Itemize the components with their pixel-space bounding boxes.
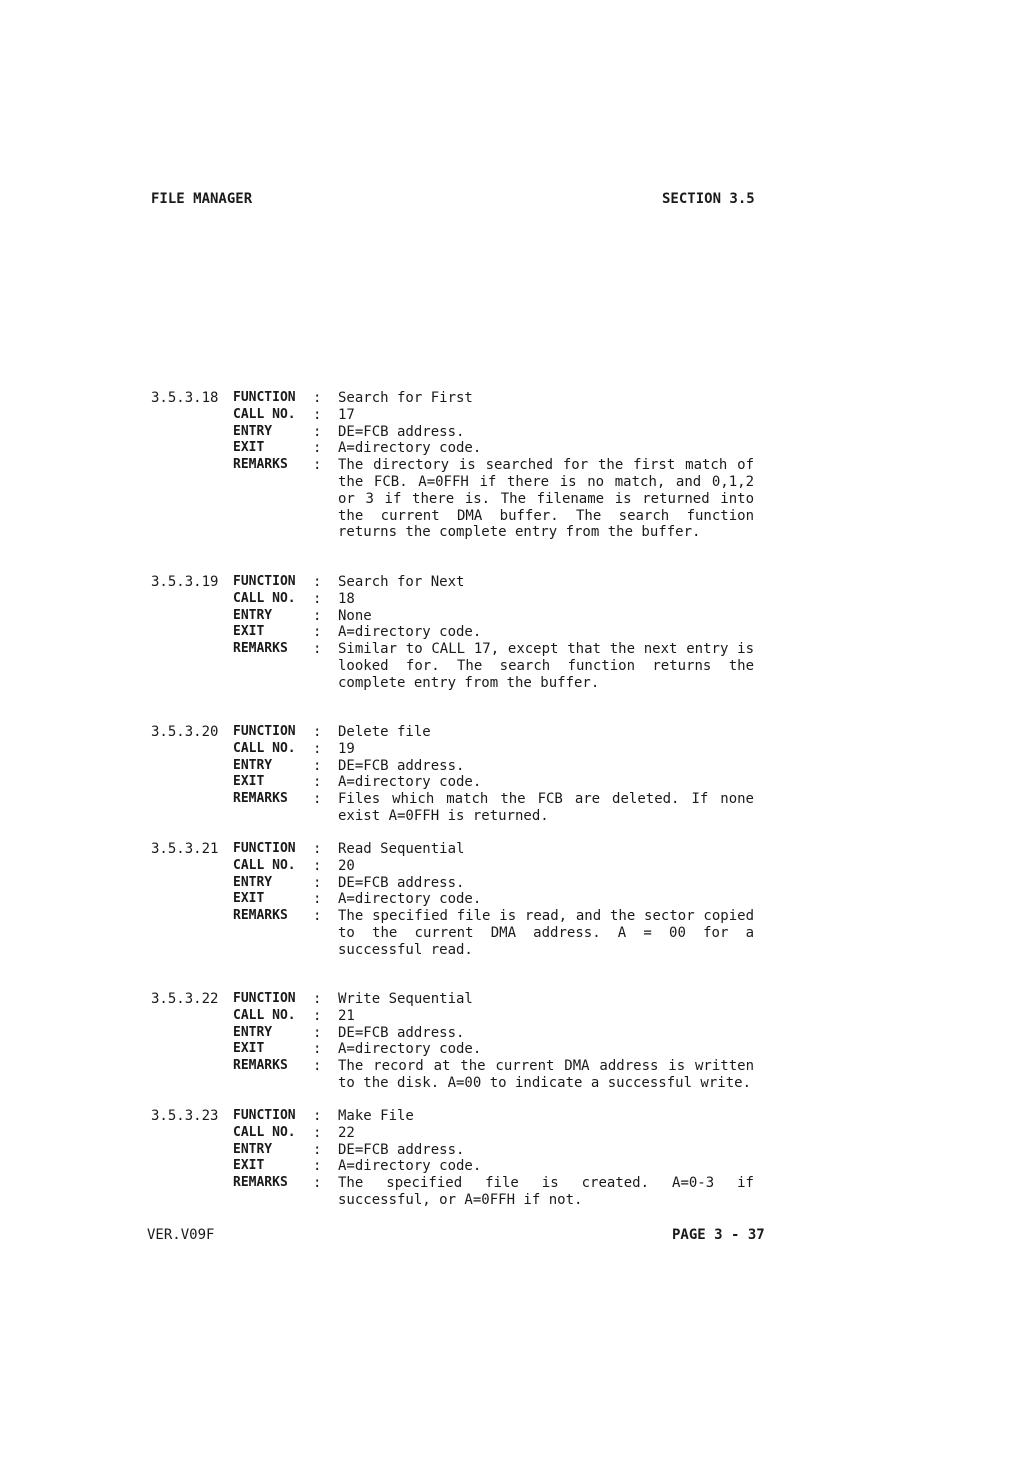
call-no-value: 21 bbox=[338, 1007, 355, 1024]
remarks-text: Similar to CALL 17, except that the next entry is looked for. The search function returns the complete entry from the buffer. bbox=[338, 641, 754, 691]
exit-row bbox=[0, 1158, 1032, 1175]
entry-value: DE=FCB address. bbox=[338, 874, 465, 891]
call-no-row bbox=[0, 591, 1032, 608]
function-row bbox=[0, 1108, 1032, 1125]
exit-label: EXIT bbox=[233, 440, 265, 456]
function-entry bbox=[0, 1108, 1032, 1209]
entry-number: 3.5.3.18 bbox=[151, 390, 219, 406]
function-entry bbox=[0, 991, 1032, 1092]
colon: : bbox=[313, 991, 322, 1007]
call-no-value: 17 bbox=[338, 406, 355, 423]
function-value: Read Sequential bbox=[338, 841, 465, 857]
entry-row bbox=[0, 424, 1032, 441]
entry-number: 3.5.3.22 bbox=[151, 991, 219, 1007]
function-label: FUNCTION bbox=[233, 574, 296, 589]
colon: : bbox=[313, 574, 322, 590]
function-label: FUNCTION bbox=[233, 724, 296, 739]
exit-label: EXIT bbox=[233, 891, 265, 907]
remarks-text: The specified file is created. A=0-3 if successful, or A=0FFH if not. bbox=[338, 1175, 754, 1208]
call-no-label: CALL NO. bbox=[233, 590, 296, 606]
function-entry bbox=[0, 841, 1032, 959]
colon: : bbox=[313, 1041, 322, 1058]
call-no-label: CALL NO. bbox=[233, 857, 296, 873]
call-no-row bbox=[0, 1008, 1032, 1025]
entry-value: DE=FCB address. bbox=[338, 1141, 465, 1158]
call-no-row bbox=[0, 407, 1032, 424]
colon: : bbox=[313, 757, 322, 774]
entry-row bbox=[0, 1025, 1032, 1042]
entry-value: None bbox=[338, 607, 372, 624]
exit-row bbox=[0, 1041, 1032, 1058]
call-no-row bbox=[0, 858, 1032, 875]
entry-number: 3.5.3.23 bbox=[151, 1108, 219, 1124]
call-no-label: CALL NO. bbox=[233, 1007, 296, 1023]
entry-value: DE=FCB address. bbox=[338, 1024, 465, 1041]
function-row bbox=[0, 841, 1032, 858]
remarks-text: The record at the current DMA address is written to the disk. A=00 to indicate a successful write. bbox=[338, 1058, 754, 1091]
call-no-row bbox=[0, 1125, 1032, 1142]
function-label: FUNCTION bbox=[233, 1108, 296, 1123]
function-row bbox=[0, 724, 1032, 741]
remarks-row bbox=[0, 641, 1032, 691]
entry-label: ENTRY bbox=[233, 757, 273, 773]
call-no-label: CALL NO. bbox=[233, 406, 296, 422]
page-header-title: FILE MANAGER bbox=[151, 191, 253, 207]
colon: : bbox=[313, 1175, 322, 1192]
function-value: Write Sequential bbox=[338, 991, 473, 1007]
remarks-row bbox=[0, 1058, 1032, 1092]
entry-number: 3.5.3.19 bbox=[151, 574, 219, 590]
remarks-row bbox=[0, 1175, 1032, 1209]
entry-label: ENTRY bbox=[233, 1141, 273, 1157]
colon: : bbox=[313, 1058, 322, 1075]
colon: : bbox=[313, 1007, 322, 1024]
page-footer-version: VER.V09F bbox=[147, 1227, 215, 1243]
exit-row bbox=[0, 891, 1032, 908]
exit-value: A=directory code. bbox=[338, 774, 482, 791]
remarks-label: REMARKS bbox=[233, 457, 288, 473]
colon: : bbox=[313, 724, 322, 740]
entry-label: ENTRY bbox=[233, 607, 273, 623]
function-value: Delete file bbox=[338, 724, 431, 740]
call-no-label: CALL NO. bbox=[233, 1124, 296, 1140]
entry-value: DE=FCB address. bbox=[338, 757, 465, 774]
colon: : bbox=[313, 607, 322, 624]
call-no-row bbox=[0, 741, 1032, 758]
call-no-value: 18 bbox=[338, 590, 355, 607]
colon: : bbox=[313, 891, 322, 908]
function-row bbox=[0, 574, 1032, 591]
exit-row bbox=[0, 624, 1032, 641]
remarks-label: REMARKS bbox=[233, 641, 288, 657]
colon: : bbox=[313, 774, 322, 791]
exit-value: A=directory code. bbox=[338, 624, 482, 641]
colon: : bbox=[313, 1024, 322, 1041]
function-value: Make File bbox=[338, 1108, 414, 1124]
remarks-text: The specified file is read, and the sector copied to the current DMA address. A = 00 for a successful read. bbox=[338, 908, 754, 958]
entry-number: 3.5.3.20 bbox=[151, 724, 219, 740]
entry-label: ENTRY bbox=[233, 1024, 273, 1040]
colon: : bbox=[313, 423, 322, 440]
function-value: Search for Next bbox=[338, 574, 465, 590]
entry-row bbox=[0, 875, 1032, 892]
remarks-label: REMARKS bbox=[233, 908, 288, 924]
call-no-label: CALL NO. bbox=[233, 740, 296, 756]
colon: : bbox=[313, 791, 322, 808]
function-value: Search for First bbox=[338, 390, 473, 406]
remarks-text: The directory is searched for the first match of the FCB. A=0FFH if there is no match, and 0,1,2 or 3 if there is. The filename is returned into the current DMA buffer. The search function returns the complete entry from the buffer. bbox=[338, 457, 754, 541]
call-no-value: 20 bbox=[338, 857, 355, 874]
entry-number: 3.5.3.21 bbox=[151, 841, 219, 857]
exit-label: EXIT bbox=[233, 774, 265, 790]
function-row bbox=[0, 390, 1032, 407]
function-entry bbox=[0, 724, 1032, 825]
function-label: FUNCTION bbox=[233, 991, 296, 1006]
exit-value: A=directory code. bbox=[338, 440, 482, 457]
colon: : bbox=[313, 908, 322, 925]
call-no-value: 22 bbox=[338, 1124, 355, 1141]
remarks-text: Files which match the FCB are deleted. If none exist A=0FFH is returned. bbox=[338, 791, 754, 824]
exit-label: EXIT bbox=[233, 1041, 265, 1057]
function-row bbox=[0, 991, 1032, 1008]
colon: : bbox=[313, 874, 322, 891]
remarks-label: REMARKS bbox=[233, 791, 288, 807]
entry-label: ENTRY bbox=[233, 874, 273, 890]
page-header-section: SECTION 3.5 bbox=[662, 191, 755, 207]
colon: : bbox=[313, 1141, 322, 1158]
entry-label: ENTRY bbox=[233, 423, 273, 439]
function-entry bbox=[0, 390, 1032, 541]
exit-row bbox=[0, 774, 1032, 791]
colon: : bbox=[313, 590, 322, 607]
exit-value: A=directory code. bbox=[338, 1041, 482, 1058]
colon: : bbox=[313, 1158, 322, 1175]
call-no-value: 19 bbox=[338, 740, 355, 757]
colon: : bbox=[313, 1124, 322, 1141]
function-label: FUNCTION bbox=[233, 390, 296, 405]
colon: : bbox=[313, 841, 322, 857]
function-label: FUNCTION bbox=[233, 841, 296, 856]
exit-value: A=directory code. bbox=[338, 1158, 482, 1175]
colon: : bbox=[313, 857, 322, 874]
entry-value: DE=FCB address. bbox=[338, 423, 465, 440]
function-entry bbox=[0, 574, 1032, 692]
remarks-row bbox=[0, 457, 1032, 541]
entry-row bbox=[0, 1142, 1032, 1159]
colon: : bbox=[313, 406, 322, 423]
exit-label: EXIT bbox=[233, 624, 265, 640]
exit-row bbox=[0, 440, 1032, 457]
remarks-row bbox=[0, 908, 1032, 958]
colon: : bbox=[313, 457, 322, 474]
colon: : bbox=[313, 740, 322, 757]
entry-row bbox=[0, 608, 1032, 625]
exit-label: EXIT bbox=[233, 1158, 265, 1174]
colon: : bbox=[313, 1108, 322, 1124]
exit-value: A=directory code. bbox=[338, 891, 482, 908]
colon: : bbox=[313, 440, 322, 457]
remarks-label: REMARKS bbox=[233, 1175, 288, 1191]
remarks-label: REMARKS bbox=[233, 1058, 288, 1074]
entry-row bbox=[0, 758, 1032, 775]
colon: : bbox=[313, 641, 322, 658]
colon: : bbox=[313, 390, 322, 406]
remarks-row bbox=[0, 791, 1032, 825]
colon: : bbox=[313, 624, 322, 641]
page-footer-page-number: PAGE 3 - 37 bbox=[672, 1227, 765, 1243]
